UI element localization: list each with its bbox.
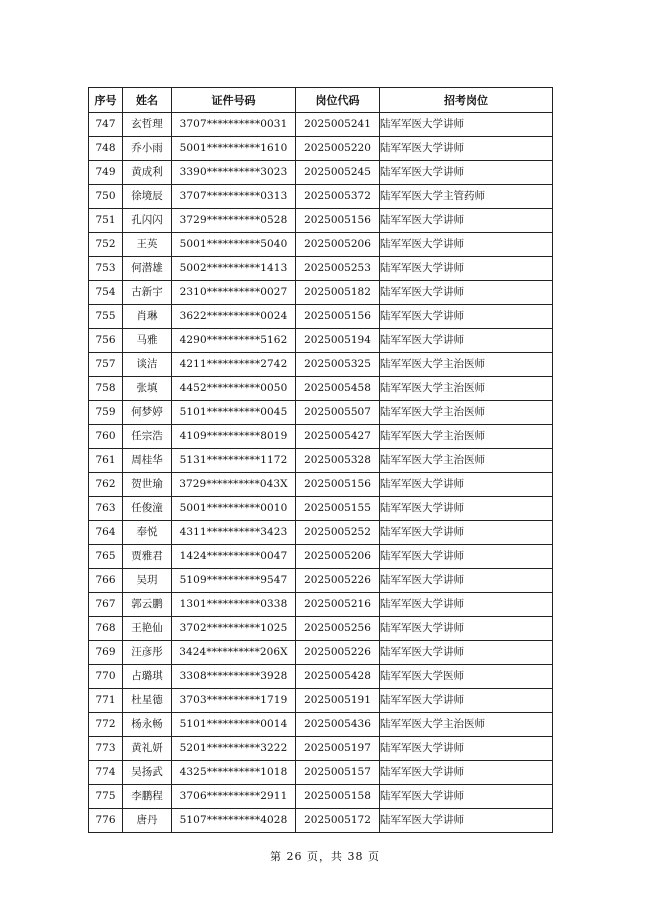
cell-post: 陆军军医大学讲师 bbox=[380, 617, 553, 641]
cell-post: 陆军军医大学讲师 bbox=[380, 473, 553, 497]
table-row bbox=[89, 257, 553, 281]
table-row bbox=[89, 497, 553, 521]
cell-post: 陆军军医大学讲师 bbox=[380, 593, 553, 617]
cell-post-code: 2025005428 bbox=[296, 665, 380, 689]
cell-id-number: 3390**********3023 bbox=[172, 161, 296, 185]
cell-name: 李鹏程 bbox=[123, 785, 172, 809]
cell-post-code: 2025005194 bbox=[296, 329, 380, 353]
cell-id-number: 3707**********0313 bbox=[172, 185, 296, 209]
cell-name: 乔小雨 bbox=[123, 137, 172, 161]
cell-name: 玄哲理 bbox=[123, 113, 172, 137]
cell-post: 陆军军医大学医师 bbox=[380, 665, 553, 689]
cell-name: 吴扬武 bbox=[123, 761, 172, 785]
header-post-code: 岗位代码 bbox=[296, 88, 380, 113]
table-body bbox=[89, 113, 553, 833]
cell-name: 马雅 bbox=[123, 329, 172, 353]
page-footer: 第 26 页，共 38 页 bbox=[270, 850, 380, 863]
cell-post-code: 2025005206 bbox=[296, 545, 380, 569]
cell-post: 陆军军医大学主治医师 bbox=[380, 713, 553, 737]
cell-seq: 770 bbox=[89, 665, 123, 689]
cell-name: 贾雅君 bbox=[123, 545, 172, 569]
cell-post: 陆军军医大学讲师 bbox=[380, 233, 553, 257]
cell-name: 何梦婷 bbox=[123, 401, 172, 425]
cell-post: 陆军军医大学讲师 bbox=[380, 737, 553, 761]
cell-name: 唐丹 bbox=[123, 809, 172, 833]
table-row bbox=[89, 113, 553, 137]
cell-seq: 755 bbox=[89, 305, 123, 329]
cell-seq: 765 bbox=[89, 545, 123, 569]
cell-name: 占璐琪 bbox=[123, 665, 172, 689]
table-row bbox=[89, 545, 553, 569]
cell-post-code: 2025005156 bbox=[296, 209, 380, 233]
cell-seq: 775 bbox=[89, 785, 123, 809]
cell-seq: 762 bbox=[89, 473, 123, 497]
table-row bbox=[89, 617, 553, 641]
table-row bbox=[89, 785, 553, 809]
cell-post: 陆军军医大学主治医师 bbox=[380, 377, 553, 401]
cell-post-code: 2025005253 bbox=[296, 257, 380, 281]
cell-id-number: 3622**********0024 bbox=[172, 305, 296, 329]
cell-post: 陆军军医大学讲师 bbox=[380, 161, 553, 185]
cell-name: 杨永畅 bbox=[123, 713, 172, 737]
cell-post-code: 2025005226 bbox=[296, 641, 380, 665]
cell-id-number: 3706**********2911 bbox=[172, 785, 296, 809]
cell-id-number: 4211**********2742 bbox=[172, 353, 296, 377]
cell-id-number: 2310**********0027 bbox=[172, 281, 296, 305]
cell-post-code: 2025005252 bbox=[296, 521, 380, 545]
cell-seq: 756 bbox=[89, 329, 123, 353]
table-row bbox=[89, 401, 553, 425]
cell-name: 肖琳 bbox=[123, 305, 172, 329]
cell-post: 陆军军医大学讲师 bbox=[380, 545, 553, 569]
cell-seq: 773 bbox=[89, 737, 123, 761]
roster-table bbox=[88, 87, 553, 833]
cell-id-number: 4290**********5162 bbox=[172, 329, 296, 353]
cell-post-code: 2025005216 bbox=[296, 593, 380, 617]
table-row bbox=[89, 761, 553, 785]
cell-seq: 769 bbox=[89, 641, 123, 665]
cell-name: 王英 bbox=[123, 233, 172, 257]
cell-id-number: 5101**********0014 bbox=[172, 713, 296, 737]
cell-id-number: 1424**********0047 bbox=[172, 545, 296, 569]
cell-seq: 750 bbox=[89, 185, 123, 209]
cell-post-code: 2025005155 bbox=[296, 497, 380, 521]
cell-seq: 753 bbox=[89, 257, 123, 281]
cell-name: 何潜雄 bbox=[123, 257, 172, 281]
table-row bbox=[89, 473, 553, 497]
cell-name: 吴玥 bbox=[123, 569, 172, 593]
cell-name: 汪彦彤 bbox=[123, 641, 172, 665]
cell-post: 陆军军医大学讲师 bbox=[380, 329, 553, 353]
cell-post-code: 2025005191 bbox=[296, 689, 380, 713]
cell-name: 王艳仙 bbox=[123, 617, 172, 641]
cell-post: 陆军军医大学讲师 bbox=[380, 761, 553, 785]
table-row bbox=[89, 281, 553, 305]
cell-id-number: 5131**********1172 bbox=[172, 449, 296, 473]
table-row bbox=[89, 569, 553, 593]
cell-post: 陆军军医大学主治医师 bbox=[380, 353, 553, 377]
table-row bbox=[89, 305, 553, 329]
cell-id-number: 5001**********5040 bbox=[172, 233, 296, 257]
cell-name: 古新宇 bbox=[123, 281, 172, 305]
cell-post-code: 2025005241 bbox=[296, 113, 380, 137]
cell-seq: 752 bbox=[89, 233, 123, 257]
cell-seq: 759 bbox=[89, 401, 123, 425]
cell-name: 奉悦 bbox=[123, 521, 172, 545]
cell-id-number: 3424**********206X bbox=[172, 641, 296, 665]
table-row bbox=[89, 353, 553, 377]
cell-id-number: 5109**********9547 bbox=[172, 569, 296, 593]
table-row bbox=[89, 641, 553, 665]
cell-post-code: 2025005427 bbox=[296, 425, 380, 449]
cell-post-code: 2025005197 bbox=[296, 737, 380, 761]
table-row bbox=[89, 329, 553, 353]
cell-name: 黄礼妍 bbox=[123, 737, 172, 761]
cell-post: 陆军军医大学讲师 bbox=[380, 809, 553, 833]
cell-id-number: 5001**********1610 bbox=[172, 137, 296, 161]
header-id-number: 证件号码 bbox=[172, 88, 296, 113]
cell-seq: 760 bbox=[89, 425, 123, 449]
cell-post-code: 2025005245 bbox=[296, 161, 380, 185]
table-row bbox=[89, 593, 553, 617]
table-row bbox=[89, 425, 553, 449]
cell-post: 陆军军医大学讲师 bbox=[380, 641, 553, 665]
cell-name: 杜星德 bbox=[123, 689, 172, 713]
cell-post: 陆军军医大学讲师 bbox=[380, 785, 553, 809]
cell-id-number: 3703**********1719 bbox=[172, 689, 296, 713]
cell-post-code: 2025005156 bbox=[296, 473, 380, 497]
cell-seq: 754 bbox=[89, 281, 123, 305]
cell-seq: 768 bbox=[89, 617, 123, 641]
cell-seq: 763 bbox=[89, 497, 123, 521]
cell-seq: 767 bbox=[89, 593, 123, 617]
header-name: 姓名 bbox=[123, 88, 172, 113]
cell-post-code: 2025005436 bbox=[296, 713, 380, 737]
cell-post: 陆军军医大学讲师 bbox=[380, 137, 553, 161]
table-row bbox=[89, 809, 553, 833]
cell-post: 陆军军医大学讲师 bbox=[380, 209, 553, 233]
cell-name: 周桂华 bbox=[123, 449, 172, 473]
cell-seq: 747 bbox=[89, 113, 123, 137]
cell-post-code: 2025005325 bbox=[296, 353, 380, 377]
cell-post: 陆军军医大学主治医师 bbox=[380, 449, 553, 473]
table-row bbox=[89, 377, 553, 401]
cell-id-number: 4109**********8019 bbox=[172, 425, 296, 449]
table-row bbox=[89, 233, 553, 257]
cell-name: 郭云鹏 bbox=[123, 593, 172, 617]
cell-name: 谈洁 bbox=[123, 353, 172, 377]
cell-post-code: 2025005220 bbox=[296, 137, 380, 161]
table-row bbox=[89, 713, 553, 737]
cell-post: 陆军军医大学讲师 bbox=[380, 569, 553, 593]
header-seq: 序号 bbox=[89, 88, 123, 113]
cell-post-code: 2025005158 bbox=[296, 785, 380, 809]
cell-id-number: 5101**********0045 bbox=[172, 401, 296, 425]
header-post: 招考岗位 bbox=[380, 88, 553, 113]
cell-post-code: 2025005226 bbox=[296, 569, 380, 593]
cell-post-code: 2025005507 bbox=[296, 401, 380, 425]
table-row bbox=[89, 521, 553, 545]
cell-seq: 774 bbox=[89, 761, 123, 785]
cell-name: 任俊潼 bbox=[123, 497, 172, 521]
cell-id-number: 5001**********0010 bbox=[172, 497, 296, 521]
cell-post: 陆军军医大学讲师 bbox=[380, 281, 553, 305]
cell-id-number: 3729**********0528 bbox=[172, 209, 296, 233]
cell-post: 陆军军医大学主治医师 bbox=[380, 401, 553, 425]
cell-id-number: 3729**********043X bbox=[172, 473, 296, 497]
cell-post: 陆军军医大学讲师 bbox=[380, 257, 553, 281]
cell-post-code: 2025005458 bbox=[296, 377, 380, 401]
table-row bbox=[89, 185, 553, 209]
table-header-row bbox=[89, 88, 553, 113]
table-row bbox=[89, 449, 553, 473]
table-row bbox=[89, 689, 553, 713]
cell-id-number: 3308**********3928 bbox=[172, 665, 296, 689]
table-row bbox=[89, 161, 553, 185]
cell-post-code: 2025005172 bbox=[296, 809, 380, 833]
cell-name: 任宗浩 bbox=[123, 425, 172, 449]
cell-seq: 757 bbox=[89, 353, 123, 377]
cell-post: 陆军军医大学主管药师 bbox=[380, 185, 553, 209]
cell-name: 贺世瑜 bbox=[123, 473, 172, 497]
cell-id-number: 5002**********1413 bbox=[172, 257, 296, 281]
cell-seq: 766 bbox=[89, 569, 123, 593]
table-row bbox=[89, 209, 553, 233]
cell-post: 陆军军医大学讲师 bbox=[380, 497, 553, 521]
cell-id-number: 3707**********0031 bbox=[172, 113, 296, 137]
cell-post: 陆军军医大学讲师 bbox=[380, 521, 553, 545]
cell-post-code: 2025005157 bbox=[296, 761, 380, 785]
cell-seq: 751 bbox=[89, 209, 123, 233]
cell-seq: 758 bbox=[89, 377, 123, 401]
cell-name: 孔闪闪 bbox=[123, 209, 172, 233]
cell-seq: 772 bbox=[89, 713, 123, 737]
cell-post-code: 2025005372 bbox=[296, 185, 380, 209]
cell-post-code: 2025005182 bbox=[296, 281, 380, 305]
cell-id-number: 5107**********4028 bbox=[172, 809, 296, 833]
cell-post: 陆军军医大学讲师 bbox=[380, 689, 553, 713]
cell-seq: 749 bbox=[89, 161, 123, 185]
cell-id-number: 4325**********1018 bbox=[172, 761, 296, 785]
cell-post-code: 2025005156 bbox=[296, 305, 380, 329]
cell-post-code: 2025005256 bbox=[296, 617, 380, 641]
cell-id-number: 3702**********1025 bbox=[172, 617, 296, 641]
cell-id-number: 4452**********0050 bbox=[172, 377, 296, 401]
table-row bbox=[89, 665, 553, 689]
cell-post-code: 2025005206 bbox=[296, 233, 380, 257]
cell-seq: 776 bbox=[89, 809, 123, 833]
cell-id-number: 5201**********3222 bbox=[172, 737, 296, 761]
cell-name: 黄成利 bbox=[123, 161, 172, 185]
cell-name: 张填 bbox=[123, 377, 172, 401]
cell-post-code: 2025005328 bbox=[296, 449, 380, 473]
cell-seq: 761 bbox=[89, 449, 123, 473]
cell-name: 徐境辰 bbox=[123, 185, 172, 209]
cell-post: 陆军军医大学讲师 bbox=[380, 305, 553, 329]
table-row bbox=[89, 137, 553, 161]
cell-seq: 764 bbox=[89, 521, 123, 545]
cell-seq: 771 bbox=[89, 689, 123, 713]
cell-id-number: 1301**********0338 bbox=[172, 593, 296, 617]
table-row bbox=[89, 737, 553, 761]
cell-post: 陆军军医大学讲师 bbox=[380, 113, 553, 137]
cell-post: 陆军军医大学主治医师 bbox=[380, 425, 553, 449]
cell-id-number: 4311**********3423 bbox=[172, 521, 296, 545]
cell-seq: 748 bbox=[89, 137, 123, 161]
